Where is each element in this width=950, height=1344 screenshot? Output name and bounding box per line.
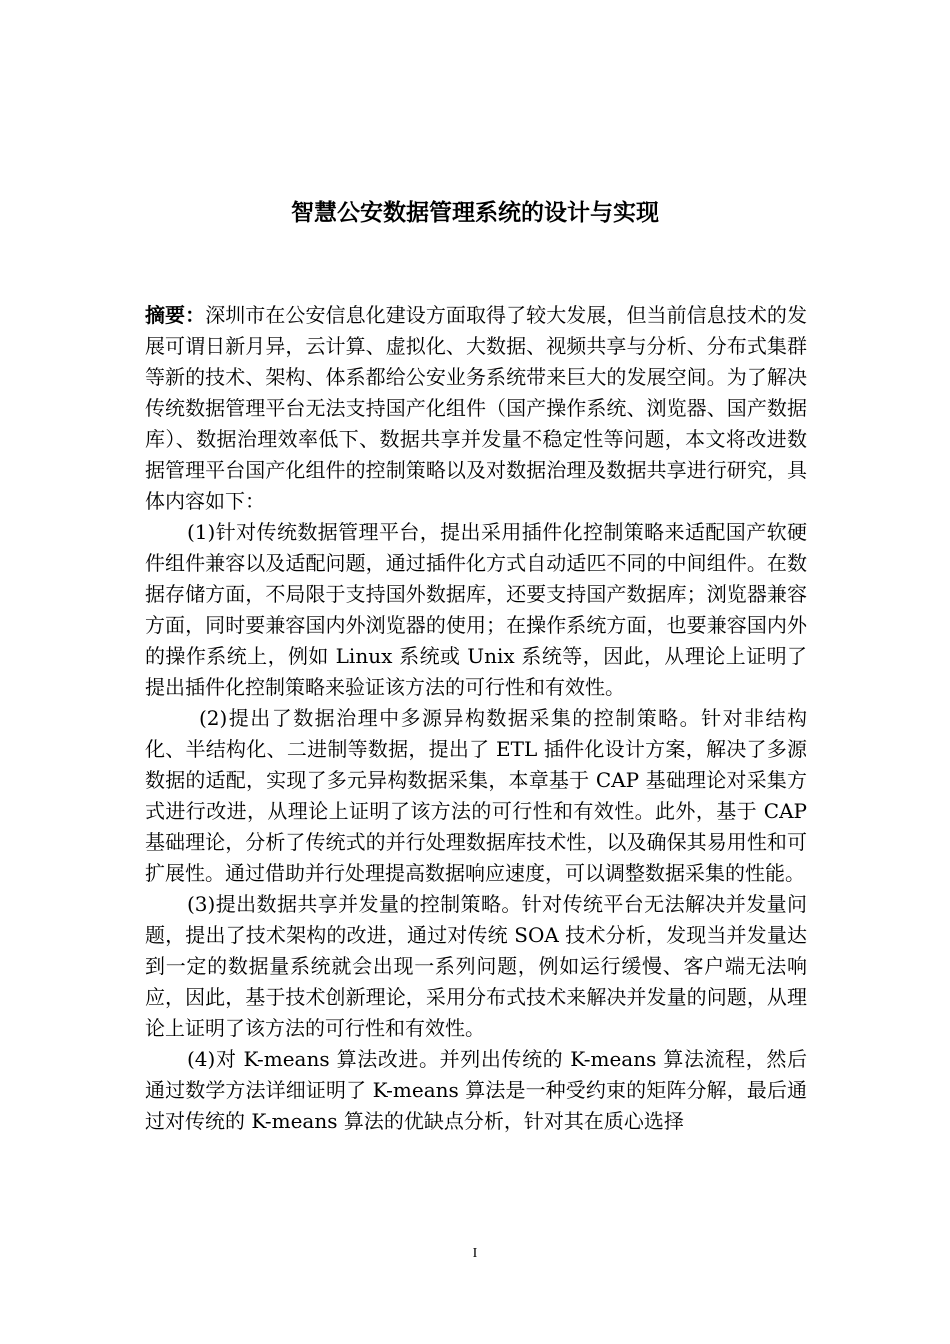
abstract-paragraph — [145, 300, 807, 517]
body-paragraph-4: (4)对 K-means 算法改进。并列出传统的 K-means 算法流程，然后通过数学方法详细证明了 K-means 算法是一种受约束的矩阵分解，最后通过对传统的 K-means 算法的优缺点分析，针对其在质心选择 — [145, 1047, 807, 1133]
document-body — [145, 300, 807, 1137]
body-paragraph-3: (3)提出数据共享并发量的控制策略。针对传统平台无法解决并发量问题，提出了技术架构的改进，通过对传统 SOA 技术分析，发现当并发量达到一定的数据量系统就会出现一系列问题，例如运行缓慢、客户端无法响应，因此，基于技术创新理论，采用分布式技术来解决并发量的问题，从理论上证明了该方法的可行性和有效性。 — [145, 892, 807, 1040]
body-paragraph-2: (2)提出了数据治理中多源异构数据采集的控制策略。针对非结构化、半结构化、二进制等数据，提出了 ETL 插件化设计方案，解决了多源数据的适配，实现了多元异构数据采集，本章基于 CAP 基础理论对采集方式进行改进，从理论上证明了该方法的可行性和有效性。此外，基于 CAP 基础理论，分析了传统式的并行处理数据库技术性，以及确保其易用性和可扩展性。通过借助并行处理提高数据响应速度，可以调整数据采集的性能。 — [145, 706, 807, 885]
page-number: I — [472, 1246, 478, 1261]
body-paragraph-1: (1)针对传统数据管理平台，提出采用插件化控制策略来适配国产软硬件组件兼容以及适配问题，通过插件化方式自动适匹不同的中间组件。在数据存储方面，不局限于支持国外数据库，还要支持国产数据库；浏览器兼容方面，同时要兼容国内外浏览器的使用；在操作系统方面，也要兼容国内外的操作系统上，例如 Linux 系统或 Unix 系统等，因此，从理论上证明了提出插件化控制策略来验证该方法的可行性和有效性。 — [145, 520, 807, 699]
abstract-label: 摘要： — [145, 303, 206, 327]
document-title: 智慧公安数据管理系统的设计与实现 — [291, 200, 659, 226]
abstract-text: 深圳市在公安信息化建设方面取得了较大发展，但当前信息技术的发展可谓日新月异，云计算、虚拟化、大数据、视频共享与分析、分布式集群等新的技术、架构、体系都给公安业务系统带来巨大的发展空间。为了解决传统数据管理平台无法支持国产化组件（国产操作系统、浏览器、国产数据库）、数据治理效率低下、数据共享并发量不稳定性等问题，本文将改进数据管理平台国产化组件的控制策略以及对数据治理及数据共享进行研究，具体内容如下： — [145, 303, 807, 513]
